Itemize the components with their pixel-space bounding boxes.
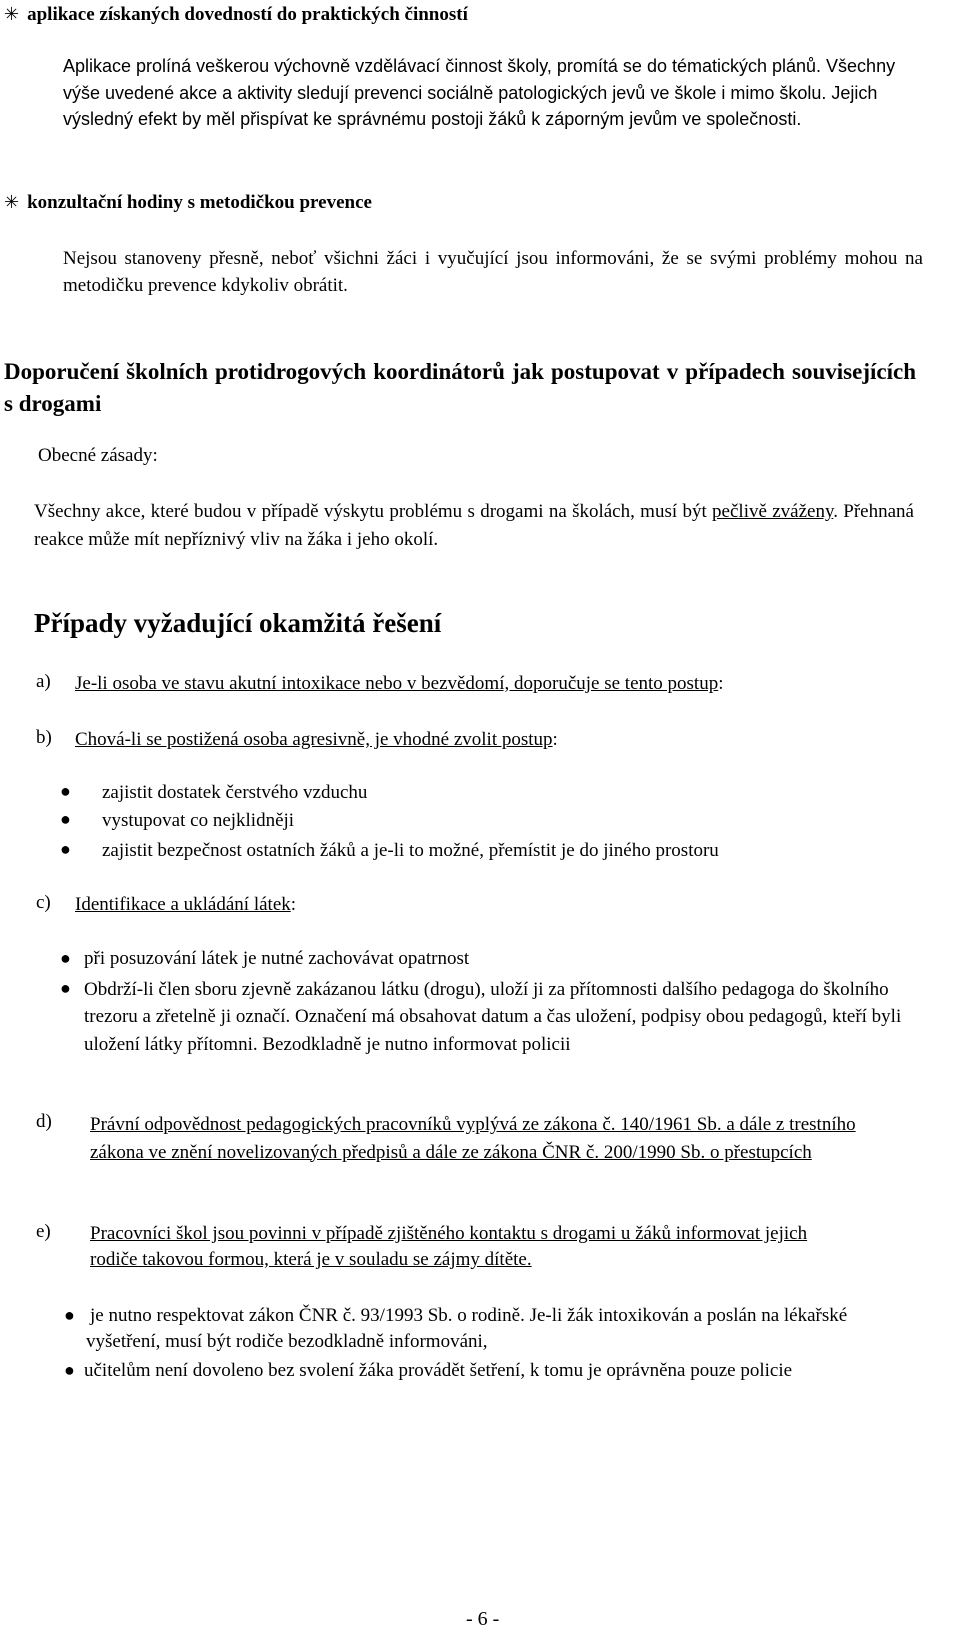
case-d-text: Právní odpovědnost pedagogických pracovníků vyplývá ze zákona č. 140/1961 Sb. a dále z trestního zákona ve znění novelizovaných předpisů a dále ze zákona ČNR č. 200/1990 Sb. o přestupcích (90, 1114, 856, 1163)
case-a-text (75, 671, 724, 697)
case-a-colon: : (718, 673, 724, 694)
list-item: zajistit bezpečnost ostatních žáků a je-li to možné, přemístit je do jiného prostoru (102, 840, 719, 861)
asterisk-icon: ✳ (4, 4, 20, 25)
section-aplikace-heading (4, 2, 468, 28)
list-item: je nutno respektovat zákon ČNR č. 93/1993 Sb. o rodině. Je-li žák intoxikován a poslán na lékařské vyšetření, musí být rodiče bezodkladně informováni, (86, 1305, 848, 1352)
bullet-icon: ● (64, 1305, 75, 1325)
case-b-text (75, 727, 558, 753)
bullet-icon: ● (60, 809, 71, 829)
bullet-icon: ● (60, 781, 71, 801)
section-konzultace-body: Nejsou stanoveny přesně, neboť všichni žáci i vyučující jsou informováni, že se svými problémy mohou na metodičku prevence kdykoliv obrátit. (63, 248, 923, 296)
case-b-colon: : (552, 729, 558, 750)
asterisk-icon: ✳ (4, 192, 20, 213)
section-aplikace-heading-text: aplikace získaných dovedností do praktických činností (27, 4, 468, 25)
bullet-icon: ● (60, 839, 71, 859)
recommend-body-pre: Všechny akce, které budou v případě výskytu problému s drogami na školách, musí být (34, 501, 713, 522)
case-c-label: c) (36, 892, 51, 913)
case-b-label: b) (36, 727, 52, 748)
case-c-underlined: Identifikace a ukládání látek (75, 894, 291, 915)
section-aplikace-body: Aplikace prolíná veškerou výchovně vzdělávací činnost školy, promítá se do tématických plánů. Všechny výše uvedené akce a aktivity sledují prevenci sociálně patologických jevů ve škole i mimo školu. Jejich výsledný efekt by měl přispívat ke správnému postoji žáků k záporným jevům ve společnosti. (63, 56, 896, 129)
case-a-label: a) (36, 671, 51, 692)
cases-title: Případy vyžadující okamžitá řešení (34, 608, 442, 638)
recommend-body-post: . Přehnaná reakce může mít nepříznivý vliv na žáka i jeho okolí. (34, 501, 914, 550)
case-e-text: Pracovníci škol jsou povinni v případě zjištěného kontaktu s drogami u žáků informovat jejich rodiče takovou formou, která je v souladu se zájmy dítěte. (90, 1223, 808, 1270)
list-item: zajistit dostatek čerstvého vzduchu (102, 782, 368, 803)
section-konzultace-heading (4, 190, 372, 216)
list-item: vystupovat co nejklidněji (102, 810, 295, 831)
list-item: při posuzování látek je nutné zachovávat opatrnost (84, 948, 470, 969)
bullet-icon: ● (60, 978, 71, 998)
page-number: - 6 - (466, 1608, 500, 1630)
case-c-colon: : (290, 894, 297, 915)
recommend-body (34, 498, 914, 554)
list-item: Obdrží-li člen sboru zjevně zakázanou látku (drogu), uloží ji za přítomnosti dalšího pedagoga do školního trezoru a zřetelně ji označí. Označení má obsahovat datum a čas uložení, podpisy obou pedagogů, kteří byli uložení látky přítomni. Bezodkladně je nutno informovat policii (84, 979, 902, 1055)
section-konzultace-heading-text: konzultační hodiny s metodičkou prevence (27, 192, 372, 213)
case-b-underlined: Chová-li se postižená osoba agresivně, je vhodné zvolit postup (75, 729, 553, 750)
general-principles-label: Obecné zásady: (38, 445, 158, 466)
recommend-title: Doporučení školních protidrogových koordinátorů jak postupovat v případech souvisejících s drogami (4, 359, 916, 416)
case-e-label: e) (36, 1221, 51, 1242)
case-c-text (75, 892, 296, 918)
list-item: učitelům není dovoleno bez svolení žáka provádět šetření, k tomu je oprávněna pouze policie (84, 1360, 793, 1381)
case-a-underlined: Je-li osoba ve stavu akutní intoxikace nebo v bezvědomí, doporučuje se tento postup (75, 673, 719, 694)
bullet-icon: ● (64, 1360, 75, 1380)
recommend-body-underlined: pečlivě zváženy (712, 501, 834, 522)
case-d-label: d) (36, 1111, 52, 1132)
bullet-icon: ● (60, 948, 71, 968)
